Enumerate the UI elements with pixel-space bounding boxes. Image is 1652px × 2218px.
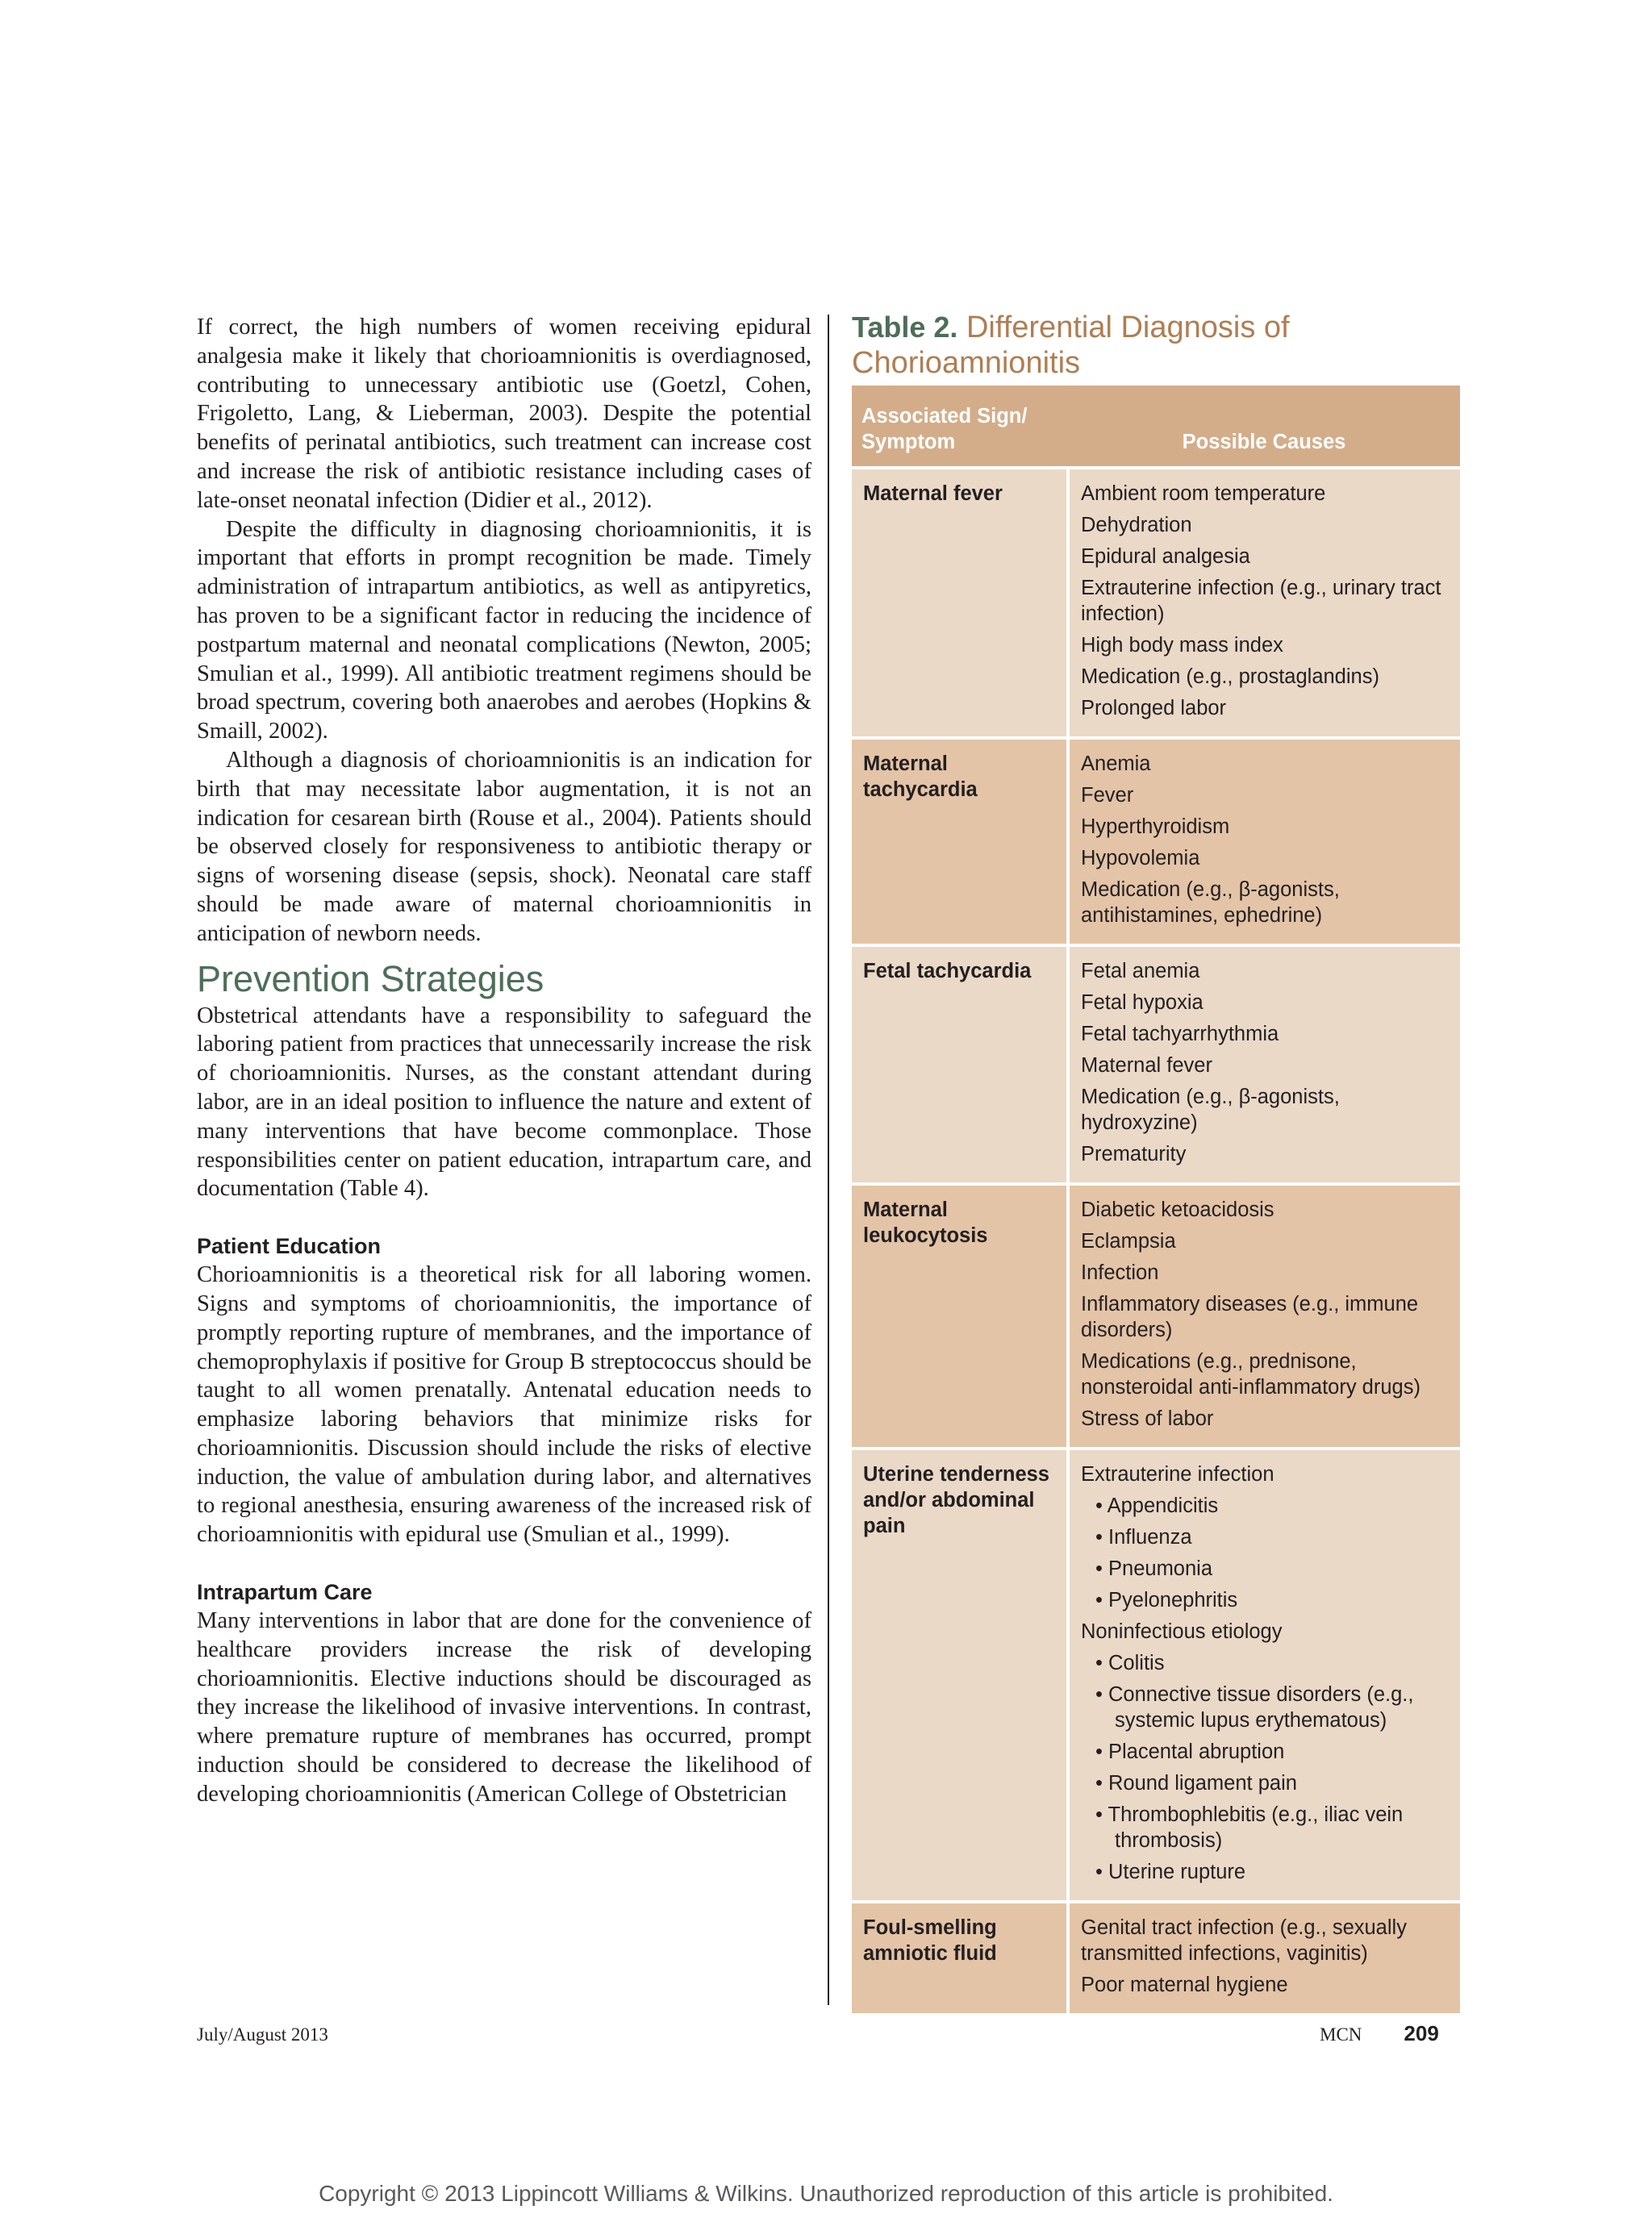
body-paragraph: Despite the difficulty in diagnosing chorioamnionitis, it is important that efforts in prompt recognition be made. Timely administration of intrapartum antibiotics, as well as antipyretics, has proven to be a significant factor in reducing the incidence of postpartum maternal and neonatal complications (Newton, 2005; Smulian et al., 1999). All antibiotic treatment regimens should be broad spectrum, covering both anaerobes and aerobes (Hopkins & Smaill, 2002). xyxy=(197,516,811,744)
body-paragraph: Obstetrical attendants have a responsibility to safeguard the laboring patient from practices that unnecessarily increase the risk of chorioamnionitis. Nurses, as the constant attendant during labor, are in an ideal position to influence the nature and extent of many interventions that have become commonplace. Those responsibilities center on patient education, intrapartum care, and documentation (Table 4). xyxy=(197,1003,811,1202)
column-header-causes: Possible Causes xyxy=(1068,386,1460,468)
cause-item: • Uterine rupture xyxy=(1095,1861,1246,1883)
cause-item: Medication (e.g., prostaglandins) xyxy=(1081,665,1379,688)
cause-item: Fetal anemia xyxy=(1081,960,1200,982)
cause-item: Genital tract infection (e.g., sexually transmitted infections, vaginitis) xyxy=(1081,1916,1407,1965)
cause-item: Maternal fever xyxy=(1081,1054,1212,1077)
journal-name: MCN xyxy=(1320,2024,1362,2045)
cause-item: High body mass index xyxy=(1081,634,1283,657)
table-row xyxy=(852,1902,1460,2013)
cause-item: Ambient room temperature xyxy=(1081,482,1326,505)
differential-diagnosis-table xyxy=(852,386,1460,2013)
cause-item: Fever xyxy=(1081,784,1134,807)
issue-date: July/August 2013 xyxy=(197,2024,328,2045)
cause-item: Infection xyxy=(1081,1261,1159,1284)
table-panel xyxy=(852,310,1460,2013)
subsection-heading: Patient Education xyxy=(197,1234,382,1259)
body-paragraph: If correct, the high numbers of women receiving epidural analgesia make it likely that chorioamnionitis is overdiagnosed, contributing to unnecessary antibiotic use (Goetzl, Cohen, Frigoletto, Lang, & Lieberman, 2003). Despite the potential benefits of perinatal antibiotics, such treatment can increase cost and increase the risk of antibiotic resistance including cases of late-onset neonatal infection (Didier et al., 2012). xyxy=(197,315,811,513)
column-divider xyxy=(828,315,829,2005)
cause-item: Epidural analgesia xyxy=(1081,545,1250,568)
subsection-heading: Intrapartum Care xyxy=(197,1580,373,1605)
cause-item: Hyperthyroidism xyxy=(1081,815,1230,838)
table-label: Table 2. xyxy=(852,311,958,344)
table-row xyxy=(852,945,1460,1184)
causes-cell xyxy=(1068,468,1460,738)
cause-item: Medication (e.g., β-agonists, antihistamines, ephedrine) xyxy=(1081,878,1340,927)
cause-item: Medication (e.g., β-agonists, hydroxyzine) xyxy=(1081,1086,1340,1134)
body-paragraph: Although a diagnosis of chorioamnionitis is an indication for birth that may necessitate labor augmentation, it is not an indication for cesarean birth (Rouse et al., 2004). Patients should be observed closely for responsiveness to antibiotic therapy or signs of worsening disease (sepsis, shock). Neonatal care staff should be made aware of maternal chorioamnionitis in anticipation of newborn needs. xyxy=(197,747,811,946)
table-title xyxy=(852,310,1460,381)
cause-item: • Round ligament pain xyxy=(1095,1772,1297,1795)
cause-item: • Influenza xyxy=(1095,1526,1192,1549)
table-body xyxy=(852,468,1460,2013)
sign-cell: Fetal tachycardia xyxy=(852,945,1068,1184)
cause-item: Medications (e.g., prednisone, nonsteroidal anti-inflammatory drugs) xyxy=(1081,1350,1420,1399)
cause-item: Prolonged labor xyxy=(1081,697,1227,719)
cause-item: • Connective tissue disorders (e.g., systemic lupus erythematous) xyxy=(1095,1683,1414,1732)
cause-item: Extrauterine infection xyxy=(1081,1463,1274,1486)
section-heading: Prevention Strategies xyxy=(197,957,544,999)
copyright-notice: Copyright © 2013 Lippincott Williams & Wilkins. Unauthorized reproduction of this article is prohibited. xyxy=(319,2181,1333,2206)
cause-item: • Placental abruption xyxy=(1095,1741,1285,1763)
causes-cell xyxy=(1068,1184,1460,1449)
sign-cell: Foul-smelling amniotic fluid xyxy=(852,1902,1068,2013)
causes-cell xyxy=(1068,945,1460,1184)
table-title-text: Differential Diagnosis of Chorioamnionitis xyxy=(852,311,1290,380)
cause-item: Fetal hypoxia xyxy=(1081,991,1204,1014)
page-number: 209 xyxy=(1404,2021,1439,2045)
table-row xyxy=(852,1449,1460,1902)
cause-item: Hypovolemia xyxy=(1081,847,1200,869)
causes-cell xyxy=(1068,1449,1460,1902)
cause-item: Extrauterine infection (e.g., urinary tract infection) xyxy=(1081,577,1441,625)
causes-cell xyxy=(1068,738,1460,945)
cause-item: Diabetic ketoacidosis xyxy=(1081,1199,1274,1221)
article-body xyxy=(197,313,811,1809)
cause-item: • Pneumonia xyxy=(1095,1557,1213,1580)
cause-item: Prematurity xyxy=(1081,1143,1187,1165)
cause-item: Noninfectious etiology xyxy=(1081,1620,1283,1643)
body-paragraph: Many interventions in labor that are done for the convenience of healthcare providers increase the risk of developing chorioamnionitis. Elective inductions should be discouraged as they increase the likelihood of invasive interventions. In contrast, where premature rupture of membranes has occurred, prompt induction should be considered to decrease the likelihood of developing chorioamnionitis (American College of Obstetrician xyxy=(197,1608,811,1807)
cause-item: Poor maternal hygiene xyxy=(1081,1974,1288,1996)
journal-footer xyxy=(1320,2021,1439,2046)
table-row xyxy=(852,738,1460,945)
cause-item: Anemia xyxy=(1081,753,1151,775)
cause-item: • Appendicitis xyxy=(1095,1495,1219,1517)
cause-item: Stress of labor xyxy=(1081,1407,1214,1430)
sign-cell: Maternal fever xyxy=(852,468,1068,738)
sign-cell: Uterine tenderness and/or abdominal pain xyxy=(852,1449,1068,1902)
column-header-sign: Associated Sign/ Symptom xyxy=(852,386,1068,468)
sign-cell: Maternal tachycardia xyxy=(852,738,1068,945)
causes-cell xyxy=(1068,1902,1460,2013)
cause-item: Fetal tachyarrhythmia xyxy=(1081,1023,1279,1045)
body-paragraph: Chorioamnionitis is a theoretical risk for all laboring women. Signs and symptoms of chorioamnionitis, the importance of promptly reporting rupture of membranes, and the importance of chemoprophylaxis if positive for Group B streptococcus should be taught to all women prenatally. Antenatal education needs to emphasize laboring behaviors that minimize risks for chorioamnionitis. Discussion should include the risks of elective induction, the value of ambulation during labor, and alternatives to regional anesthesia, ensuring awareness of the increased risk of chorioamnionitis with epidural use (Smulian et al., 1999). xyxy=(197,1262,811,1548)
cause-item: Eclampsia xyxy=(1081,1230,1176,1253)
cause-item: Inflammatory diseases (e.g., immune disorders) xyxy=(1081,1293,1419,1341)
table-row xyxy=(852,1184,1460,1449)
cause-item: • Colitis xyxy=(1095,1652,1165,1674)
table-row xyxy=(852,468,1460,738)
sign-cell: Maternal leukocytosis xyxy=(852,1184,1068,1449)
cause-item: • Pyelonephritis xyxy=(1095,1589,1238,1611)
cause-item: Dehydration xyxy=(1081,514,1192,536)
cause-item: • Thrombophlebitis (e.g., iliac vein thrombosis) xyxy=(1095,1803,1404,1852)
